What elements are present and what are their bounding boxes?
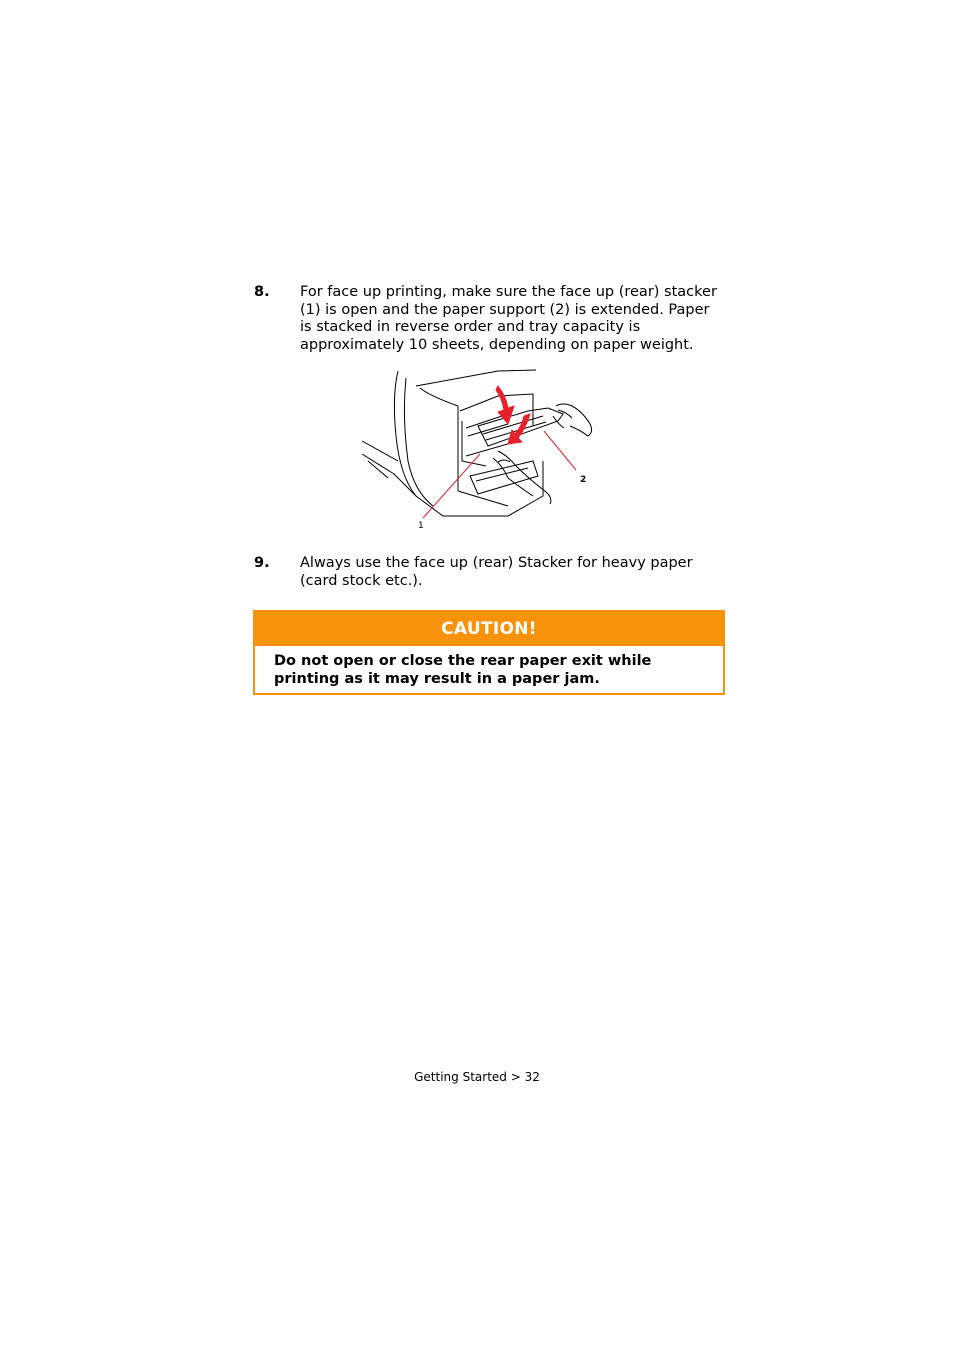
step-text: For face up printing, make sure the face up (rear) stacker (1) is open and the paper support (2) is extended. Paper is stacked in reverse order and tray capacity is approximately 10 sheets, depending on paper weight. [300,284,717,354]
step-number: 9. [254,555,270,571]
callout-line-2 [544,431,576,470]
printer-rear-stacker-illustration [358,366,598,534]
callout-label-1: 1 [418,521,424,531]
caution-title: CAUTION! [255,612,723,646]
callout-label-2: 2 [580,475,587,485]
callout-line-1 [423,454,480,518]
caution-text: Do not open or close the rear paper exit while printing as it may result in a paper jam. [274,653,652,687]
page-footer: Getting Started > 32 [414,1070,540,1084]
caution-box [253,610,725,695]
illustration-svg [358,366,598,534]
step-text: Always use the face up (rear) Stacker for heavy paper (card stock etc.). [300,555,693,589]
step-number: 8. [254,284,270,300]
